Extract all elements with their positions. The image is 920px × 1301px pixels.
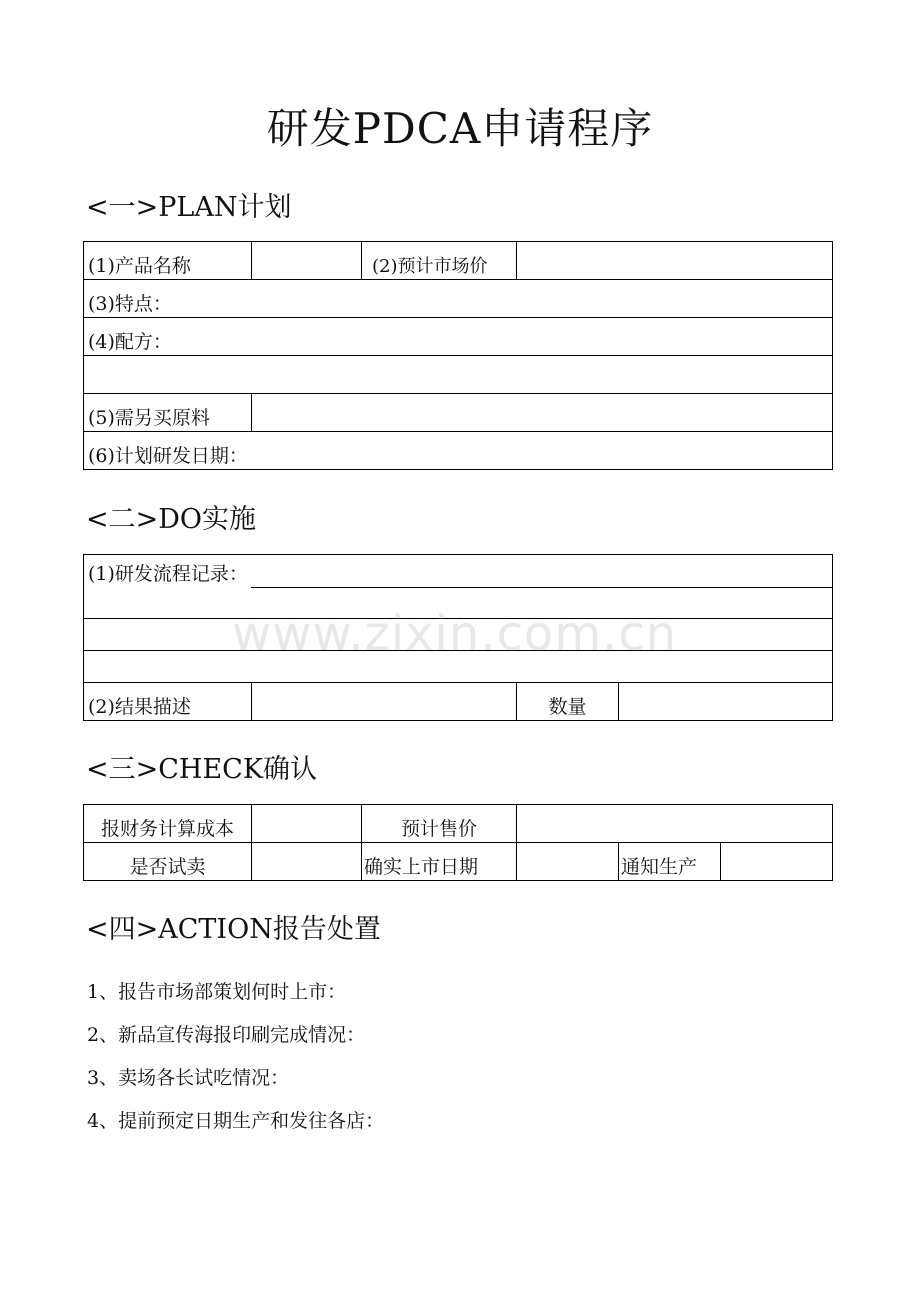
process-record-label: (1)研发流程记录： [84, 555, 833, 587]
action-item-2: 2、新品宣传海报印刷完成情况： [87, 1024, 366, 1046]
action-heading: <四>ACTION报告处置 [86, 914, 381, 945]
check-row-cost [84, 805, 833, 843]
launch-date-label: 确实上市日期 [362, 843, 517, 881]
do-row-result [84, 683, 833, 721]
planned-date-label: (6)计划研发日期： [84, 432, 833, 470]
check-row-trial [84, 843, 833, 881]
product-name-label: (1)产品名称 [84, 242, 252, 280]
plan-row-date [84, 432, 833, 470]
product-name-field[interactable] [252, 242, 362, 280]
launch-date-field[interactable] [517, 843, 619, 881]
finance-cost-field[interactable] [252, 805, 362, 843]
plan-row-formula-continued [84, 356, 833, 394]
formula-field[interactable] [84, 356, 833, 394]
action-item-3: 3、卖场各长试吃情况： [87, 1067, 290, 1089]
notify-production-label: 通知生产 [619, 843, 721, 881]
est-price-field[interactable] [517, 805, 833, 843]
plan-row-materials [84, 394, 833, 432]
plan-row-formula [84, 318, 833, 356]
finance-cost-label: 报财务计算成本 [84, 805, 252, 843]
action-item-4: 4、提前预定日期生产和发往各店： [87, 1110, 385, 1132]
est-price-label: 预计售价 [362, 805, 517, 843]
formula-label: (4)配方： [84, 318, 833, 356]
market-price-label: (2)预计市场价 [362, 242, 517, 280]
watermark: www.zixin.com.cn [232, 606, 678, 662]
plan-table [83, 241, 833, 470]
quantity-field[interactable] [619, 683, 833, 721]
quantity-label: 数量 [517, 683, 619, 721]
do-row-record [84, 555, 833, 587]
action-item-1: 1、报告市场部策划何时上市： [87, 981, 347, 1003]
do-heading: <二>DO实施 [86, 504, 257, 535]
trial-sale-label: 是否试卖 [84, 843, 252, 881]
plan-heading: <一>PLAN计划 [86, 192, 292, 223]
plan-row-product [84, 242, 833, 280]
result-desc-label: (2)结果描述 [84, 683, 252, 721]
check-heading: <三>CHECK确认 [86, 754, 317, 785]
notify-production-field[interactable] [721, 843, 833, 881]
features-label: (3)特点： [84, 280, 833, 318]
extra-materials-label: (5)需另买原料 [84, 394, 252, 432]
market-price-field[interactable] [517, 242, 833, 280]
record-underline [251, 587, 833, 588]
plan-row-features [84, 280, 833, 318]
trial-sale-field[interactable] [252, 843, 362, 881]
result-desc-field[interactable] [252, 683, 517, 721]
check-table [83, 804, 833, 881]
page-title: 研发PDCA申请程序 [266, 104, 654, 153]
extra-materials-field[interactable] [252, 394, 833, 432]
